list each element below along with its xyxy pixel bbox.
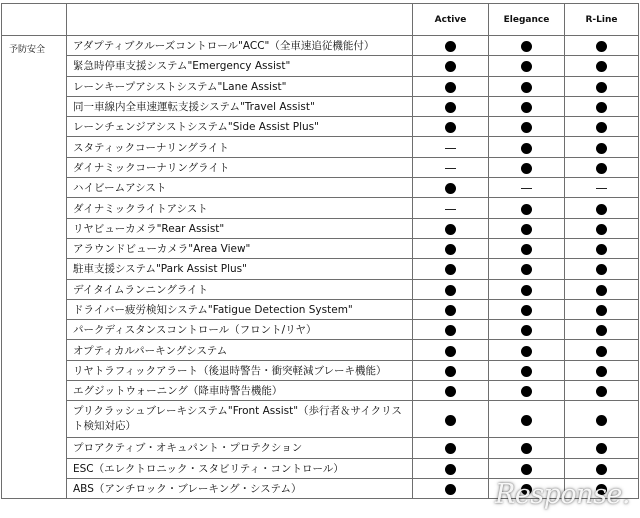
standard-dot-icon [445, 122, 456, 133]
table-row [2, 198, 639, 218]
availability-cell [565, 56, 639, 76]
standard-dot-icon [596, 41, 607, 52]
table-row [2, 259, 639, 279]
table-row [2, 36, 639, 56]
feature-name: 駐車支援システム"Park Assist Plus" [67, 259, 413, 279]
standard-dot-icon [521, 224, 532, 235]
availability-cell [489, 157, 565, 177]
not-available-dash-icon [521, 188, 532, 189]
availability-cell [565, 76, 639, 96]
standard-dot-icon [445, 464, 456, 475]
availability-cell [413, 340, 489, 360]
trim-header-active: Active [413, 4, 489, 36]
table-row [2, 178, 639, 198]
standard-dot-icon [596, 443, 607, 454]
standard-dot-icon [596, 102, 607, 113]
availability-cell [489, 238, 565, 258]
availability-cell [413, 360, 489, 380]
availability-cell [413, 381, 489, 401]
standard-dot-icon [445, 366, 456, 377]
availability-cell [565, 401, 639, 438]
availability-cell [489, 401, 565, 438]
table-row [2, 96, 639, 116]
availability-cell [565, 360, 639, 380]
availability-cell [413, 478, 489, 498]
availability-cell [489, 198, 565, 218]
standard-dot-icon [521, 305, 532, 316]
availability-cell [565, 259, 639, 279]
standard-dot-icon [445, 41, 456, 52]
availability-cell [489, 178, 565, 198]
equipment-table [1, 3, 639, 499]
standard-dot-icon [596, 61, 607, 72]
feature-name: 緊急時停車支援システム"Emergency Assist" [67, 56, 413, 76]
availability-cell [489, 259, 565, 279]
availability-cell [489, 218, 565, 238]
availability-cell [489, 96, 565, 116]
standard-dot-icon [596, 163, 607, 174]
standard-dot-icon [445, 386, 456, 397]
availability-cell [489, 320, 565, 340]
feature-name: ハイビームアシスト [67, 178, 413, 198]
availability-cell [489, 360, 565, 380]
availability-cell [413, 96, 489, 116]
availability-cell [413, 36, 489, 56]
standard-dot-icon [596, 464, 607, 475]
feature-name: プリクラッシュブレーキシステム"Front Assist"（歩行者＆サイクリスト検知対応） [67, 401, 413, 438]
availability-cell [565, 438, 639, 458]
availability-cell [489, 340, 565, 360]
feature-name: スタティックコーナリングライト [67, 137, 413, 157]
feature-name: オプティカルパーキングシステム [67, 340, 413, 360]
availability-cell [489, 56, 565, 76]
availability-cell [565, 340, 639, 360]
standard-dot-icon [445, 244, 456, 255]
category-column-header [2, 4, 67, 36]
feature-name: ESC（エレクトロニック・スタビリティ・コントロール） [67, 458, 413, 478]
availability-cell [489, 36, 565, 56]
availability-cell [413, 299, 489, 319]
availability-cell [413, 56, 489, 76]
table-row [2, 279, 639, 299]
standard-dot-icon [596, 415, 607, 426]
availability-cell [565, 218, 639, 238]
availability-cell [413, 259, 489, 279]
standard-dot-icon [521, 264, 532, 275]
feature-name: リヤビューカメラ"Rear Assist" [67, 218, 413, 238]
standard-dot-icon [596, 346, 607, 357]
feature-name: プロアクティブ・オキュパント・プロテクション [67, 438, 413, 458]
availability-cell [565, 299, 639, 319]
not-available-dash-icon [445, 148, 456, 149]
feature-name: デイタイムランニングライト [67, 279, 413, 299]
table-row [2, 401, 639, 438]
table-row [2, 381, 639, 401]
availability-cell [413, 157, 489, 177]
response-watermark: Response. [494, 479, 630, 510]
standard-dot-icon [596, 224, 607, 235]
not-available-dash-icon [445, 168, 456, 169]
feature-name: ABS（アンチロック・ブレーキング・システム） [67, 478, 413, 498]
standard-dot-icon [596, 143, 607, 154]
availability-cell [565, 458, 639, 478]
table-body [2, 36, 639, 499]
feature-name: レーンチェンジアシストシステム"Side Assist Plus" [67, 117, 413, 137]
table-row [2, 458, 639, 478]
availability-cell [413, 218, 489, 238]
standard-dot-icon [596, 82, 607, 93]
standard-dot-icon [596, 285, 607, 296]
standard-dot-icon [596, 366, 607, 377]
availability-cell [413, 401, 489, 438]
standard-dot-icon [445, 325, 456, 336]
availability-cell [413, 117, 489, 137]
availability-cell [489, 381, 565, 401]
availability-cell [565, 117, 639, 137]
availability-cell [413, 320, 489, 340]
standard-dot-icon [445, 183, 456, 194]
availability-cell [413, 458, 489, 478]
table-row [2, 157, 639, 177]
standard-dot-icon [596, 325, 607, 336]
availability-cell [413, 137, 489, 157]
standard-dot-icon [445, 285, 456, 296]
availability-cell [489, 458, 565, 478]
standard-dot-icon [445, 82, 456, 93]
standard-dot-icon [445, 102, 456, 113]
table-row [2, 299, 639, 319]
standard-dot-icon [521, 41, 532, 52]
standard-dot-icon [521, 163, 532, 174]
standard-dot-icon [521, 346, 532, 357]
standard-dot-icon [521, 82, 532, 93]
table-row [2, 340, 639, 360]
standard-dot-icon [596, 204, 607, 215]
feature-name: ダイナミックライトアシスト [67, 198, 413, 218]
availability-cell [565, 36, 639, 56]
table-row [2, 320, 639, 340]
feature-name: アダプティブクルーズコントロール"ACC"（全車速追従機能付） [67, 36, 413, 56]
table-row [2, 238, 639, 258]
feature-name: アラウンドビューカメラ"Area View" [67, 238, 413, 258]
availability-cell [565, 320, 639, 340]
standard-dot-icon [445, 443, 456, 454]
table-header-row [2, 4, 639, 36]
feature-column-header [67, 4, 413, 36]
standard-dot-icon [596, 244, 607, 255]
table-row [2, 137, 639, 157]
standard-dot-icon [521, 143, 532, 154]
table-row [2, 76, 639, 96]
standard-dot-icon [445, 264, 456, 275]
standard-dot-icon [521, 386, 532, 397]
standard-dot-icon [521, 102, 532, 113]
standard-dot-icon [445, 346, 456, 357]
category-label: 予防安全 [2, 36, 67, 499]
feature-name: ドライバー疲労検知システム"Fatigue Detection System" [67, 299, 413, 319]
trim-header-r-line: R-Line [565, 4, 639, 36]
availability-cell [565, 381, 639, 401]
availability-cell [565, 238, 639, 258]
standard-dot-icon [445, 415, 456, 426]
feature-name: 同一車線内全車速運転支援システム"Travel Assist" [67, 96, 413, 116]
standard-dot-icon [521, 415, 532, 426]
availability-cell [565, 157, 639, 177]
availability-cell [413, 238, 489, 258]
availability-cell [565, 178, 639, 198]
standard-dot-icon [445, 224, 456, 235]
availability-cell [489, 438, 565, 458]
standard-dot-icon [521, 122, 532, 133]
availability-cell [413, 76, 489, 96]
standard-dot-icon [596, 122, 607, 133]
standard-dot-icon [445, 484, 456, 495]
standard-dot-icon [521, 285, 532, 296]
standard-dot-icon [521, 464, 532, 475]
feature-name: パークディスタンスコントロール（フロント/リヤ） [67, 320, 413, 340]
availability-cell [489, 137, 565, 157]
availability-cell [565, 137, 639, 157]
availability-cell [489, 279, 565, 299]
table-row [2, 218, 639, 238]
feature-name: リヤトラフィックアラート（後退時警告・衝突軽減ブレーキ機能） [67, 360, 413, 380]
standard-dot-icon [445, 305, 456, 316]
trim-header-elegance: Elegance [489, 4, 565, 36]
standard-dot-icon [445, 61, 456, 72]
availability-cell [413, 178, 489, 198]
standard-dot-icon [596, 264, 607, 275]
availability-cell [413, 198, 489, 218]
availability-cell [413, 438, 489, 458]
availability-cell [489, 117, 565, 137]
availability-cell [413, 279, 489, 299]
standard-dot-icon [596, 305, 607, 316]
not-available-dash-icon [445, 209, 456, 210]
feature-name: エグジットウォーニング（降車時警告機能） [67, 381, 413, 401]
standard-dot-icon [521, 204, 532, 215]
not-available-dash-icon [596, 188, 607, 189]
availability-cell [565, 96, 639, 116]
availability-cell [489, 299, 565, 319]
standard-dot-icon [521, 61, 532, 72]
availability-cell [565, 198, 639, 218]
standard-dot-icon [521, 443, 532, 454]
feature-name: ダイナミックコーナリングライト [67, 157, 413, 177]
standard-dot-icon [596, 386, 607, 397]
feature-name: レーンキープアシストシステム"Lane Assist" [67, 76, 413, 96]
standard-dot-icon [521, 366, 532, 377]
table-row [2, 56, 639, 76]
availability-cell [489, 76, 565, 96]
standard-dot-icon [521, 325, 532, 336]
availability-cell [565, 279, 639, 299]
table-row [2, 438, 639, 458]
table-row [2, 360, 639, 380]
table-row [2, 117, 639, 137]
standard-dot-icon [521, 244, 532, 255]
